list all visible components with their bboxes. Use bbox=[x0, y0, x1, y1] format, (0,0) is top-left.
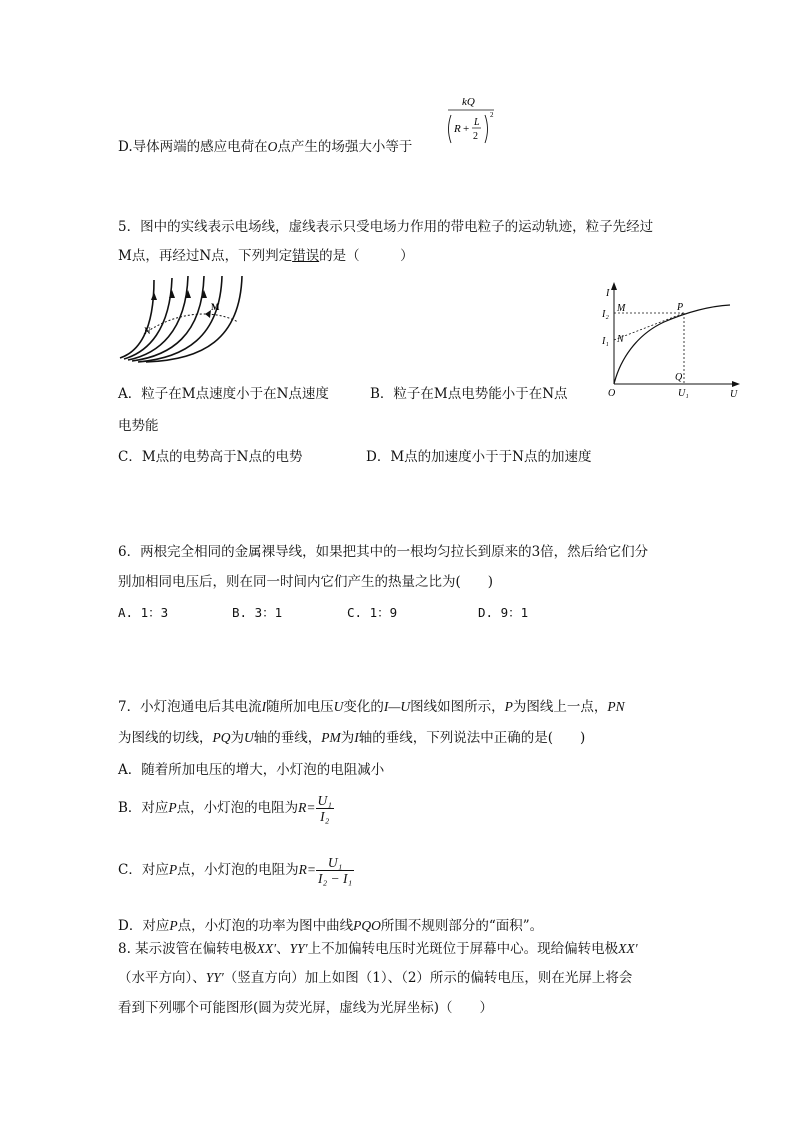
q4-d-text2: 点产生的场强大小等于 bbox=[277, 139, 413, 155]
q8-var-xx: XX′ bbox=[618, 941, 638, 956]
q6-option-b: B. 3：1 bbox=[232, 605, 283, 620]
q7-var-p: P bbox=[504, 699, 513, 714]
formula-right-paren bbox=[485, 115, 488, 143]
q8-line2 bbox=[118, 966, 632, 986]
q7-option-c bbox=[118, 855, 354, 886]
frac-num: U₁ bbox=[317, 793, 332, 808]
q5-line2a: M点，再经过N点，下列判定 bbox=[118, 248, 293, 264]
q7-text: D．对应 bbox=[118, 918, 170, 934]
graph-label-m: M bbox=[617, 303, 626, 314]
q7-text: B．对应 bbox=[118, 800, 169, 816]
frac-den: I₂ bbox=[320, 809, 330, 824]
q7-var-p: P bbox=[168, 800, 177, 815]
q7-var-p: P bbox=[169, 918, 178, 933]
q7-var-p: P bbox=[168, 862, 178, 877]
q7-text: 为图线的切线， bbox=[118, 730, 213, 746]
q8-line1 bbox=[118, 937, 638, 957]
q8-text: （竖直方向）加上如图（1）、（2）所示的偏转电压，则在光屏上将会 bbox=[223, 970, 633, 986]
graph-label-p: P bbox=[677, 302, 684, 313]
field-line bbox=[132, 276, 204, 361]
q7-option-b bbox=[118, 793, 334, 824]
q7-var-pm: PM bbox=[321, 730, 341, 745]
frac-den: I₂ − I₁ bbox=[317, 871, 353, 886]
frac-num: U₁ bbox=[316, 855, 354, 871]
q5-line2 bbox=[118, 244, 414, 264]
graph-label-u: U bbox=[730, 389, 738, 400]
q5-option-b: B．粒子在M点电势能小于在N点 bbox=[370, 386, 568, 402]
q6-option-c: C. 1：9 bbox=[347, 605, 398, 620]
field-line bbox=[120, 280, 154, 358]
iu-graph bbox=[596, 280, 744, 400]
q7-option-d bbox=[118, 914, 543, 934]
graph-label-o: O bbox=[608, 388, 616, 399]
formula-two: 2 bbox=[473, 131, 478, 142]
q7-r-eq: R= bbox=[298, 800, 316, 815]
q5-field-figure bbox=[118, 272, 248, 364]
q4-d-text: D.导体两端的感应电荷在 bbox=[118, 139, 268, 155]
q7-text: 点，小灯泡的电阻为 bbox=[176, 800, 299, 816]
graph-label-u1: U₁ bbox=[678, 388, 689, 399]
q7-r-eq: R= bbox=[298, 862, 316, 877]
u-axis-arrow-icon bbox=[732, 381, 740, 387]
q6-option-d: D. 9：1 bbox=[478, 605, 529, 620]
graph-label-i1: I₁ bbox=[602, 336, 609, 347]
q5-option-c: C．M点的电势高于N点的电势 bbox=[118, 449, 303, 465]
formula-l: L bbox=[474, 117, 480, 128]
q5-line2c: 的是（ ） bbox=[319, 248, 414, 264]
q7-c-fraction bbox=[316, 855, 354, 886]
q5-emphasis-wrong: 错误 bbox=[292, 248, 320, 264]
q7-text: 为 bbox=[230, 730, 244, 746]
q7-text: 随所加电压 bbox=[266, 699, 334, 715]
q7-text: 7．小灯泡通电后其电流 bbox=[118, 699, 262, 715]
q7-var-iu: I—U bbox=[383, 699, 411, 714]
q7-text: C．对应 bbox=[118, 862, 169, 878]
field-line bbox=[124, 278, 172, 359]
q6-option-a: A. 1：3 bbox=[118, 605, 169, 620]
formula-r: R bbox=[454, 123, 461, 135]
q7-var-pq: PQ bbox=[212, 730, 231, 745]
formula-left-paren bbox=[449, 115, 452, 143]
q7-b-fraction bbox=[316, 793, 334, 824]
fig-label-n: N bbox=[144, 326, 151, 336]
i-axis-arrow-icon bbox=[611, 282, 617, 290]
formula-exponent: 2 bbox=[490, 111, 494, 119]
fig-label-m: M bbox=[211, 302, 220, 312]
q5-option-a: A．粒子在M点速度小于在N点速度 bbox=[118, 386, 329, 402]
q7-var-i: I bbox=[261, 699, 267, 714]
q7-text: 为 bbox=[340, 730, 355, 746]
q7-text: 点，小灯泡的功率为图中曲线 bbox=[177, 918, 354, 934]
q7-text: 点，小灯泡的电阻为 bbox=[177, 862, 299, 878]
q6-line2: 别加相同电压后，则在同一时间内它们产生的热量之比为( ) bbox=[118, 574, 494, 590]
q7-var-u: U bbox=[244, 730, 254, 745]
formula-kq: kQ bbox=[462, 96, 475, 108]
q7-var-u: U bbox=[333, 699, 344, 714]
q7-option-a: A．随着所加电压的增大，小灯泡的电阻减小 bbox=[118, 762, 385, 778]
q5-line1: 5．图中的实线表示电场线，虚线表示只受电场力作用的带电粒子的运动轨迹，粒子先经过 bbox=[118, 219, 654, 235]
q8-var-yy: YY′ bbox=[289, 941, 308, 956]
q7-text: 所围不规则部分的“面积”。 bbox=[380, 918, 544, 934]
q7-var-i: I bbox=[354, 730, 359, 745]
q8-text: （水平方向）、 bbox=[118, 970, 206, 986]
q4-d-point: O bbox=[267, 139, 278, 154]
q8-text: 8. 某示波管在偏转电极 bbox=[118, 941, 257, 957]
q7-var-pqo: PQO bbox=[353, 918, 381, 933]
graph-label-i2: I₂ bbox=[602, 309, 609, 320]
q5-option-b-cont: 电势能 bbox=[118, 418, 159, 434]
q7-line1 bbox=[118, 695, 625, 715]
q7-text: 轴的垂线，下列说法中正确的是( ) bbox=[358, 730, 586, 746]
arrow-icon bbox=[151, 292, 157, 300]
q8-text: 、 bbox=[276, 941, 290, 957]
q4-formula bbox=[440, 92, 500, 150]
q5-option-d: D．M点的加速度小于于N点的加速度 bbox=[366, 449, 592, 465]
q6-line1: 6．两根完全相同的金属裸导线，如果把其中的一根均匀拉长到原来的3倍，然后给它们分 bbox=[118, 544, 649, 560]
q8-var-xx: XX′ bbox=[256, 941, 277, 956]
tangent-pn bbox=[614, 313, 684, 340]
graph-label-q: Q bbox=[675, 372, 683, 383]
graph-label-i: I bbox=[606, 288, 610, 299]
q8-var-yy: YY′ bbox=[205, 970, 224, 985]
q7-text: 变化的 bbox=[343, 699, 384, 715]
graph-label-n: N bbox=[617, 334, 624, 345]
formula-plus: + bbox=[463, 123, 470, 135]
q7-text: 图线如图所示， bbox=[410, 699, 505, 715]
q7-line2 bbox=[118, 726, 585, 746]
q8-line3: 看到下列哪个可能图形(圆为荧光屏，虚线为光屏坐标)（ ） bbox=[118, 1000, 494, 1016]
q4-option-d bbox=[118, 135, 412, 155]
q7-text: 为图线上一点， bbox=[512, 699, 608, 715]
q7-text: 轴的垂线， bbox=[253, 730, 322, 746]
q8-text: 上不加偏转电压时光斑位于屏幕中心。现给偏转电极 bbox=[307, 941, 619, 957]
iu-curve bbox=[614, 305, 730, 384]
q7-var-pn: PN bbox=[607, 699, 625, 714]
field-line bbox=[146, 276, 242, 362]
